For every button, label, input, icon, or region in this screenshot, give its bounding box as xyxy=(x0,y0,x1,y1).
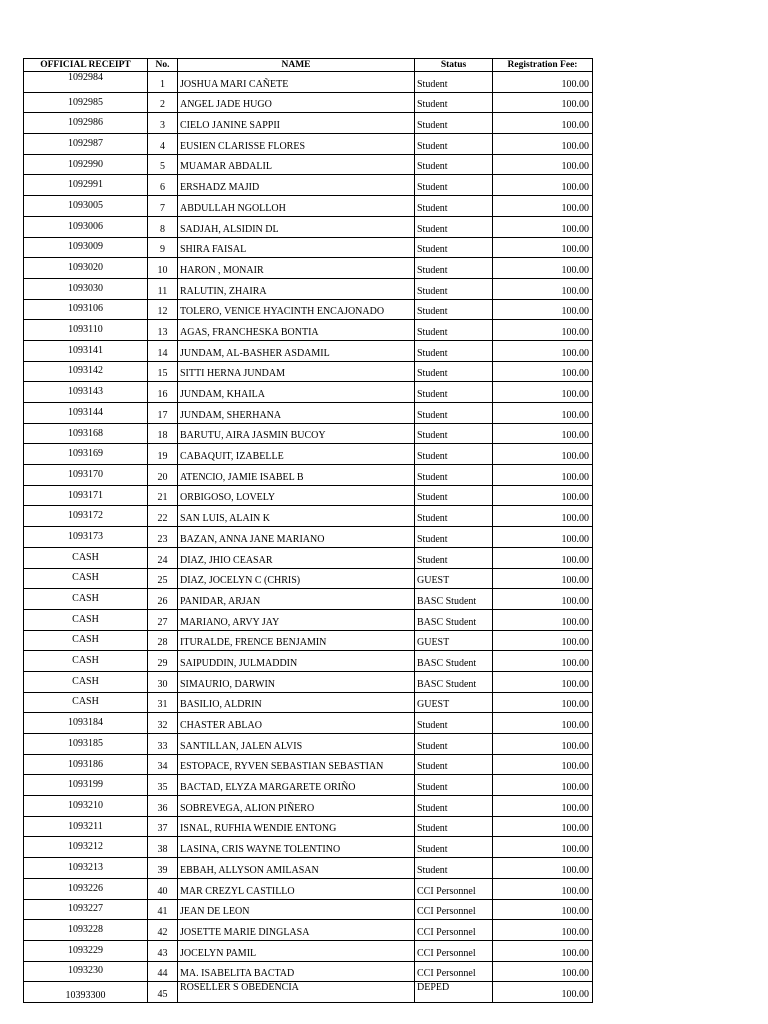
status-cell: Student xyxy=(415,340,493,361)
status-cell: CCI Personnel xyxy=(415,961,493,982)
official-receipt-cell: 1093169 xyxy=(24,444,148,465)
name-cell: EBBAH, ALLYSON AMILASAN xyxy=(178,858,415,879)
name-cell: DIAZ, JOCELYN C (CHRIS) xyxy=(178,568,415,589)
name-cell: JOCELYN PAMIL xyxy=(178,940,415,961)
name-cell: JUNDAM, KHAILA xyxy=(178,382,415,403)
name-cell: SIMAURIO, DARWIN xyxy=(178,671,415,692)
table-row xyxy=(24,92,593,113)
table-row xyxy=(24,216,593,237)
official-receipt-cell: 1093184 xyxy=(24,713,148,734)
status-cell: Student xyxy=(415,237,493,258)
name-cell: PANIDAR, ARJAN xyxy=(178,589,415,610)
official-receipt-cell: CASH xyxy=(24,671,148,692)
header-name: NAME xyxy=(178,59,415,72)
number-cell: 17 xyxy=(148,403,178,424)
registration-fee-cell: 100.00 xyxy=(493,113,593,134)
status-cell: CCI Personnel xyxy=(415,878,493,899)
official-receipt-cell: 1092984 xyxy=(24,72,148,93)
status-cell: CCI Personnel xyxy=(415,899,493,920)
table-row xyxy=(24,258,593,279)
registration-fee-cell: 100.00 xyxy=(493,485,593,506)
number-cell: 9 xyxy=(148,237,178,258)
status-cell: Student xyxy=(415,796,493,817)
official-receipt-cell: 1093009 xyxy=(24,237,148,258)
status-cell: Student xyxy=(415,444,493,465)
number-cell: 26 xyxy=(148,589,178,610)
name-cell: JOSETTE MARIE DINGLASA xyxy=(178,920,415,941)
number-cell: 38 xyxy=(148,837,178,858)
table-row xyxy=(24,713,593,734)
official-receipt-cell: 1093210 xyxy=(24,796,148,817)
number-cell: 13 xyxy=(148,320,178,341)
status-cell: Student xyxy=(415,423,493,444)
official-receipt-cell: 1093226 xyxy=(24,878,148,899)
table-row xyxy=(24,940,593,961)
table-row xyxy=(24,630,593,651)
official-receipt-cell: CASH xyxy=(24,609,148,630)
number-cell: 12 xyxy=(148,299,178,320)
registration-fee-cell: 100.00 xyxy=(493,713,593,734)
number-cell: 27 xyxy=(148,609,178,630)
name-cell: ABDULLAH NGOLLOH xyxy=(178,196,415,217)
registration-fee-cell: 100.00 xyxy=(493,527,593,548)
name-cell: ESTOPACE, RYVEN SEBASTIAN SEBASTIAN xyxy=(178,754,415,775)
table-row xyxy=(24,382,593,403)
official-receipt-cell: 1093168 xyxy=(24,423,148,444)
number-cell: 19 xyxy=(148,444,178,465)
status-cell: Student xyxy=(415,754,493,775)
status-cell: GUEST xyxy=(415,692,493,713)
table-row xyxy=(24,734,593,755)
status-cell: BASC Student xyxy=(415,609,493,630)
table-body xyxy=(24,72,593,1003)
official-receipt-cell: 1093230 xyxy=(24,961,148,982)
table-row xyxy=(24,403,593,424)
table-row xyxy=(24,444,593,465)
table-row xyxy=(24,175,593,196)
status-cell: Student xyxy=(415,92,493,113)
number-cell: 11 xyxy=(148,278,178,299)
table-row xyxy=(24,340,593,361)
name-cell: JUNDAM, SHERHANA xyxy=(178,403,415,424)
name-cell: HARON , MONAIR xyxy=(178,258,415,279)
status-cell: Student xyxy=(415,713,493,734)
status-cell: Student xyxy=(415,216,493,237)
status-cell: CCI Personnel xyxy=(415,920,493,941)
name-cell: EUSIEN CLARISSE FLORES xyxy=(178,134,415,155)
status-cell: Student xyxy=(415,72,493,93)
official-receipt-cell: 1093141 xyxy=(24,340,148,361)
table-row xyxy=(24,154,593,175)
status-cell: Student xyxy=(415,134,493,155)
official-receipt-cell: 1093185 xyxy=(24,734,148,755)
official-receipt-cell: 1093229 xyxy=(24,940,148,961)
table-row xyxy=(24,237,593,258)
official-receipt-cell: 1092990 xyxy=(24,154,148,175)
status-cell: Student xyxy=(415,816,493,837)
registration-fee-cell: 100.00 xyxy=(493,589,593,610)
name-cell: LASINA, CRIS WAYNE TOLENTINO xyxy=(178,837,415,858)
table-row xyxy=(24,320,593,341)
table-row xyxy=(24,134,593,155)
registration-fee-cell: 100.00 xyxy=(493,361,593,382)
number-cell: 34 xyxy=(148,754,178,775)
number-cell: 18 xyxy=(148,423,178,444)
registration-fee-cell: 100.00 xyxy=(493,72,593,93)
official-receipt-cell: 1093006 xyxy=(24,216,148,237)
registration-fee-cell: 100.00 xyxy=(493,237,593,258)
header-no: No. xyxy=(148,59,178,72)
header-registration-fee: Registration Fee: xyxy=(493,59,593,72)
status-cell: GUEST xyxy=(415,568,493,589)
name-cell: JEAN DE LEON xyxy=(178,899,415,920)
table-row xyxy=(24,113,593,134)
header-status: Status xyxy=(415,59,493,72)
registration-fee-cell: 100.00 xyxy=(493,796,593,817)
number-cell: 8 xyxy=(148,216,178,237)
name-cell: ATENCIO, JAMIE ISABEL B xyxy=(178,465,415,486)
name-cell: CHASTER ABLAO xyxy=(178,713,415,734)
official-receipt-cell: 1093173 xyxy=(24,527,148,548)
table-row xyxy=(24,527,593,548)
table-row xyxy=(24,423,593,444)
table-row xyxy=(24,878,593,899)
official-receipt-cell: 1092991 xyxy=(24,175,148,196)
number-cell: 22 xyxy=(148,506,178,527)
number-cell: 28 xyxy=(148,630,178,651)
table-row xyxy=(24,692,593,713)
official-receipt-cell: 1093142 xyxy=(24,361,148,382)
status-cell: Student xyxy=(415,858,493,879)
registration-fee-cell: 100.00 xyxy=(493,92,593,113)
registration-fee-cell: 100.00 xyxy=(493,340,593,361)
registration-fee-cell: 100.00 xyxy=(493,651,593,672)
name-cell: ITURALDE, FRENCE BENJAMIN xyxy=(178,630,415,651)
registration-fee-cell: 100.00 xyxy=(493,444,593,465)
name-cell: MA. ISABELITA BACTAD xyxy=(178,961,415,982)
name-cell: SAN LUIS, ALAIN K xyxy=(178,506,415,527)
registration-fee-cell: 100.00 xyxy=(493,382,593,403)
table-header xyxy=(24,59,593,72)
name-cell: ISNAL, RUFHIA WENDIE ENTONG xyxy=(178,816,415,837)
header-official-receipt: OFFICIAL RECEIPT xyxy=(24,59,148,72)
registration-fee-cell: 100.00 xyxy=(493,858,593,879)
official-receipt-cell: 1093211 xyxy=(24,816,148,837)
registration-fee-cell: 100.00 xyxy=(493,671,593,692)
official-receipt-cell: 1092985 xyxy=(24,92,148,113)
number-cell: 1 xyxy=(148,72,178,93)
number-cell: 45 xyxy=(148,982,178,1003)
table-row xyxy=(24,72,593,93)
name-cell: ERSHADZ MAJID xyxy=(178,175,415,196)
table-row xyxy=(24,465,593,486)
registration-fee-cell: 100.00 xyxy=(493,878,593,899)
registration-fee-cell: 100.00 xyxy=(493,134,593,155)
table-row xyxy=(24,506,593,527)
number-cell: 35 xyxy=(148,775,178,796)
status-cell: Student xyxy=(415,547,493,568)
table-row xyxy=(24,858,593,879)
status-cell: Student xyxy=(415,154,493,175)
registration-fee-cell: 100.00 xyxy=(493,403,593,424)
number-cell: 7 xyxy=(148,196,178,217)
number-cell: 43 xyxy=(148,940,178,961)
registration-fee-cell: 100.00 xyxy=(493,816,593,837)
registration-fee-cell: 100.00 xyxy=(493,320,593,341)
status-cell: Student xyxy=(415,734,493,755)
official-receipt-cell: 1093213 xyxy=(24,858,148,879)
registration-fee-cell: 100.00 xyxy=(493,216,593,237)
official-receipt-cell: 1093143 xyxy=(24,382,148,403)
registration-fee-cell: 100.00 xyxy=(493,775,593,796)
number-cell: 31 xyxy=(148,692,178,713)
name-cell: MUAMAR ABDALIL xyxy=(178,154,415,175)
official-receipt-cell: CASH xyxy=(24,547,148,568)
official-receipt-cell: 1093005 xyxy=(24,196,148,217)
number-cell: 41 xyxy=(148,899,178,920)
name-cell: SAIPUDDIN, JULMADDIN xyxy=(178,651,415,672)
name-cell: SADJAH, ALSIDIN DL xyxy=(178,216,415,237)
status-cell: Student xyxy=(415,320,493,341)
name-cell: CABAQUIT, IZABELLE xyxy=(178,444,415,465)
number-cell: 32 xyxy=(148,713,178,734)
status-cell: GUEST xyxy=(415,630,493,651)
name-cell: CIELO JANINE SAPPII xyxy=(178,113,415,134)
official-receipt-cell: 1093144 xyxy=(24,403,148,424)
official-receipt-cell: CASH xyxy=(24,692,148,713)
registration-fee-cell: 100.00 xyxy=(493,465,593,486)
official-receipt-cell: CASH xyxy=(24,630,148,651)
name-cell: BARUTU, AIRA JASMIN BUCOY xyxy=(178,423,415,444)
table-row xyxy=(24,796,593,817)
official-receipt-cell: CASH xyxy=(24,568,148,589)
number-cell: 15 xyxy=(148,361,178,382)
number-cell: 33 xyxy=(148,734,178,755)
status-cell: Student xyxy=(415,485,493,506)
registration-fee-cell: 100.00 xyxy=(493,899,593,920)
status-cell: Student xyxy=(415,299,493,320)
registration-fee-cell: 100.00 xyxy=(493,961,593,982)
name-cell: SITTI HERNA JUNDAM xyxy=(178,361,415,382)
official-receipt-cell: 1093171 xyxy=(24,485,148,506)
status-cell: Student xyxy=(415,361,493,382)
name-cell: MARIANO, ARVY JAY xyxy=(178,609,415,630)
status-cell: Student xyxy=(415,506,493,527)
registration-fee-cell: 100.00 xyxy=(493,609,593,630)
number-cell: 20 xyxy=(148,465,178,486)
registration-fee-cell: 100.00 xyxy=(493,982,593,1003)
registration-fee-cell: 100.00 xyxy=(493,754,593,775)
table-row xyxy=(24,837,593,858)
official-receipt-cell: 1093227 xyxy=(24,899,148,920)
registration-fee-cell: 100.00 xyxy=(493,258,593,279)
name-cell: AGAS, FRANCHESKA BONTIA xyxy=(178,320,415,341)
number-cell: 10 xyxy=(148,258,178,279)
registration-fee-cell: 100.00 xyxy=(493,940,593,961)
number-cell: 37 xyxy=(148,816,178,837)
official-receipt-cell: CASH xyxy=(24,589,148,610)
name-cell: ANGEL JADE HUGO xyxy=(178,92,415,113)
name-cell: SANTILLAN, JALEN ALVIS xyxy=(178,734,415,755)
number-cell: 21 xyxy=(148,485,178,506)
number-cell: 24 xyxy=(148,547,178,568)
name-cell: SHIRA FAISAL xyxy=(178,237,415,258)
name-cell: JOSHUA MARI CAÑETE xyxy=(178,72,415,93)
name-cell: DIAZ, JHIO CEASAR xyxy=(178,547,415,568)
number-cell: 4 xyxy=(148,134,178,155)
registration-fee-cell: 100.00 xyxy=(493,837,593,858)
table-row xyxy=(24,547,593,568)
number-cell: 36 xyxy=(148,796,178,817)
table-row xyxy=(24,671,593,692)
number-cell: 40 xyxy=(148,878,178,899)
registration-fee-cell: 100.00 xyxy=(493,278,593,299)
table-row xyxy=(24,775,593,796)
status-cell: Student xyxy=(415,258,493,279)
table-row xyxy=(24,485,593,506)
status-cell: Student xyxy=(415,382,493,403)
status-cell: CCI Personnel xyxy=(415,940,493,961)
number-cell: 23 xyxy=(148,527,178,548)
number-cell: 16 xyxy=(148,382,178,403)
number-cell: 25 xyxy=(148,568,178,589)
official-receipt-cell: 1093020 xyxy=(24,258,148,279)
status-cell: Student xyxy=(415,175,493,196)
number-cell: 3 xyxy=(148,113,178,134)
registration-fee-cell: 100.00 xyxy=(493,154,593,175)
number-cell: 2 xyxy=(148,92,178,113)
status-cell: BASC Student xyxy=(415,671,493,692)
official-receipt-cell: 1093228 xyxy=(24,920,148,941)
official-receipt-cell: 1093186 xyxy=(24,754,148,775)
name-cell: JUNDAM, AL-BASHER ASDAMIL xyxy=(178,340,415,361)
official-receipt-cell: CASH xyxy=(24,651,148,672)
registration-fee-cell: 100.00 xyxy=(493,506,593,527)
name-cell: RALUTIN, ZHAIRA xyxy=(178,278,415,299)
status-cell: DEPED xyxy=(415,982,493,1003)
table-row xyxy=(24,920,593,941)
table-row xyxy=(24,568,593,589)
registration-fee-cell: 100.00 xyxy=(493,630,593,651)
status-cell: BASC Student xyxy=(415,651,493,672)
table-row xyxy=(24,361,593,382)
status-cell: Student xyxy=(415,775,493,796)
number-cell: 39 xyxy=(148,858,178,879)
table-row xyxy=(24,589,593,610)
name-cell: MAR CREZYL CASTILLO xyxy=(178,878,415,899)
official-receipt-cell: 10393300 xyxy=(24,982,148,1003)
official-receipt-cell: 1093199 xyxy=(24,775,148,796)
status-cell: Student xyxy=(415,113,493,134)
status-cell: Student xyxy=(415,837,493,858)
registration-fee-cell: 100.00 xyxy=(493,196,593,217)
official-receipt-cell: 1093106 xyxy=(24,299,148,320)
table-row xyxy=(24,982,593,1003)
header-row xyxy=(24,59,593,72)
number-cell: 5 xyxy=(148,154,178,175)
name-cell: ORBIGOSO, LOVELY xyxy=(178,485,415,506)
registration-fee-cell: 100.00 xyxy=(493,568,593,589)
status-cell: BASC Student xyxy=(415,589,493,610)
number-cell: 14 xyxy=(148,340,178,361)
number-cell: 29 xyxy=(148,651,178,672)
registration-fee-cell: 100.00 xyxy=(493,920,593,941)
registration-fee-cell: 100.00 xyxy=(493,734,593,755)
number-cell: 42 xyxy=(148,920,178,941)
official-receipt-cell: 1093172 xyxy=(24,506,148,527)
registration-fee-cell: 100.00 xyxy=(493,423,593,444)
table-row xyxy=(24,816,593,837)
official-receipt-cell: 1092987 xyxy=(24,134,148,155)
table-row xyxy=(24,278,593,299)
number-cell: 6 xyxy=(148,175,178,196)
official-receipt-cell: 1093030 xyxy=(24,278,148,299)
table-row xyxy=(24,609,593,630)
table-row xyxy=(24,299,593,320)
name-cell: BASILIO, ALDRIN xyxy=(178,692,415,713)
official-receipt-cell: 1093170 xyxy=(24,465,148,486)
registration-fee-cell: 100.00 xyxy=(493,547,593,568)
number-cell: 30 xyxy=(148,671,178,692)
registration-fee-cell: 100.00 xyxy=(493,299,593,320)
status-cell: Student xyxy=(415,196,493,217)
table-row xyxy=(24,899,593,920)
status-cell: Student xyxy=(415,403,493,424)
status-cell: Student xyxy=(415,278,493,299)
name-cell: SOBREVEGA, ALION PIÑERO xyxy=(178,796,415,817)
table-row xyxy=(24,754,593,775)
official-receipt-cell: 1092986 xyxy=(24,113,148,134)
name-cell: TOLERO, VENICE HYACINTH ENCAJONADO xyxy=(178,299,415,320)
table-row xyxy=(24,961,593,982)
registration-table xyxy=(23,58,593,1003)
status-cell: Student xyxy=(415,527,493,548)
registration-fee-cell: 100.00 xyxy=(493,692,593,713)
name-cell: BAZAN, ANNA JANE MARIANO xyxy=(178,527,415,548)
name-cell: BACTAD, ELYZA MARGARETE ORIÑO xyxy=(178,775,415,796)
name-cell: ROSELLER S OBEDENCIA xyxy=(178,982,415,1003)
table-row xyxy=(24,651,593,672)
official-receipt-cell: 1093110 xyxy=(24,320,148,341)
registration-fee-cell: 100.00 xyxy=(493,175,593,196)
status-cell: Student xyxy=(415,465,493,486)
official-receipt-cell: 1093212 xyxy=(24,837,148,858)
number-cell: 44 xyxy=(148,961,178,982)
table-row xyxy=(24,196,593,217)
